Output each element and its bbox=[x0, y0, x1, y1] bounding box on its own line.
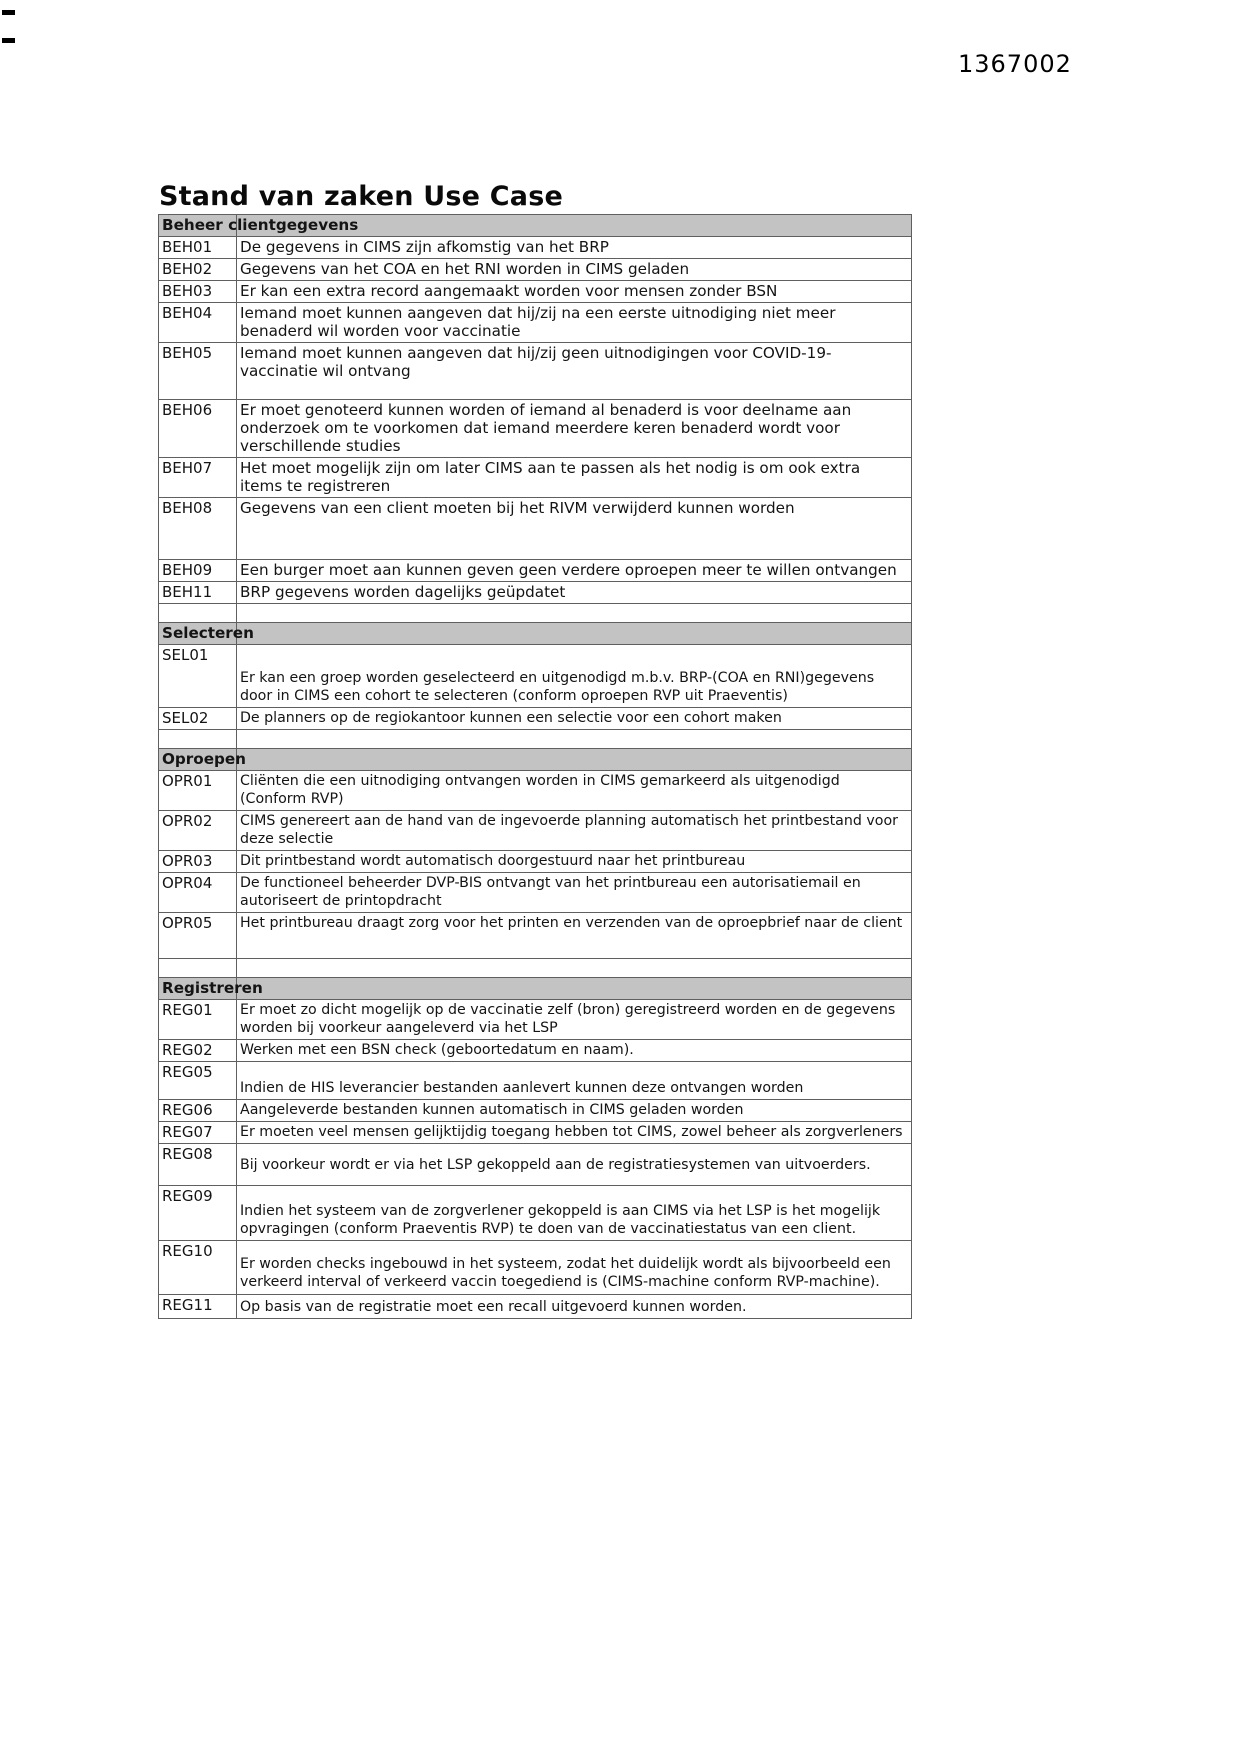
table-row bbox=[159, 1295, 911, 1318]
section-header-row bbox=[159, 749, 911, 771]
row-description: Gegevens van een client moeten bij het RIVM verwijderd kunnen worden bbox=[240, 499, 795, 517]
table-row bbox=[159, 303, 911, 343]
table-row bbox=[159, 1000, 911, 1040]
section-header-fill bbox=[237, 215, 911, 236]
section-header-label: Registreren bbox=[159, 978, 237, 999]
row-id: BEH11 bbox=[159, 582, 237, 603]
table-row bbox=[159, 560, 911, 582]
row-id: OPR05 bbox=[159, 913, 237, 958]
spacer-row bbox=[159, 959, 911, 978]
row-id: REG01 bbox=[159, 1000, 237, 1039]
table-row bbox=[159, 1122, 911, 1144]
table-row bbox=[159, 1186, 911, 1241]
row-id: BEH08 bbox=[159, 498, 237, 559]
table-row bbox=[159, 1040, 911, 1062]
row-id: BEH09 bbox=[159, 560, 237, 581]
section-header-row bbox=[159, 623, 911, 645]
row-id: REG10 bbox=[159, 1241, 237, 1294]
spacer-cell bbox=[237, 730, 911, 748]
table-row bbox=[159, 237, 911, 259]
table-row bbox=[159, 1241, 911, 1295]
row-id: REG08 bbox=[159, 1144, 237, 1185]
table-row bbox=[159, 1100, 911, 1122]
table-row bbox=[159, 458, 911, 498]
row-id: REG05 bbox=[159, 1062, 237, 1099]
row-description: De gegevens in CIMS zijn afkomstig van het BRP bbox=[240, 238, 609, 256]
row-id: REG02 bbox=[159, 1040, 237, 1061]
row-description: Er moet genoteerd kunnen worden of iemand al benaderd is voor deelname aan onderzoek om te voorkomen dat iemand meerdere keren benaderd wordt voor verschillende studies bbox=[240, 401, 852, 455]
row-id: OPR01 bbox=[159, 771, 237, 810]
spacer-row bbox=[159, 604, 911, 623]
table-row bbox=[159, 400, 911, 458]
spacer-row bbox=[159, 730, 911, 749]
row-description: BRP gegevens worden dagelijks geüpdatet bbox=[240, 583, 566, 601]
table-row bbox=[159, 873, 911, 913]
section-header-label: Oproepen bbox=[159, 749, 237, 770]
row-description: Aangeleverde bestanden kunnen automatisch in CIMS geladen worden bbox=[240, 1102, 744, 1118]
row-description: Er kan een groep worden geselecteerd en uitgenodigd m.b.v. BRP-(COA en RNI)gegevens door in CIMS een cohort te selecteren (conform oproepen RVP uit Praeventis) bbox=[240, 670, 875, 704]
spacer-cell bbox=[159, 604, 237, 622]
row-id: BEH04 bbox=[159, 303, 237, 342]
table-row bbox=[159, 281, 911, 303]
row-id: REG07 bbox=[159, 1122, 237, 1143]
row-description: Er moeten veel mensen gelijktijdig toegang hebben tot CIMS, zowel beheer als zorgverleners bbox=[240, 1124, 903, 1140]
spacer-cell bbox=[237, 604, 911, 622]
row-id: BEH02 bbox=[159, 259, 237, 280]
section-header-fill bbox=[237, 978, 911, 999]
table-row bbox=[159, 811, 911, 851]
table-row bbox=[159, 498, 911, 560]
table-row bbox=[159, 1062, 911, 1100]
row-description: Iemand moet kunnen aangeven dat hij/zij geen uitnodigingen voor COVID-19-vaccinatie wil ontvang bbox=[240, 344, 832, 380]
row-id: OPR03 bbox=[159, 851, 237, 872]
document-number: 1367002 bbox=[958, 50, 1072, 78]
row-id: SEL01 bbox=[159, 645, 237, 707]
row-description: Iemand moet kunnen aangeven dat hij/zij na een eerste uitnodiging niet meer benaderd wil worden voor vaccinatie bbox=[240, 304, 836, 340]
row-id: BEH01 bbox=[159, 237, 237, 258]
table-row bbox=[159, 645, 911, 708]
row-description: De functioneel beheerder DVP-BIS ontvangt van het printbureau een autorisatiemail en autoriseert de printopdracht bbox=[240, 875, 861, 909]
row-description: Het printbureau draagt zorg voor het printen en verzenden van de oproepbrief naar de client bbox=[240, 915, 903, 931]
row-description: Gegevens van het COA en het RNI worden in CIMS geladen bbox=[240, 260, 690, 278]
scan-artifact bbox=[2, 10, 15, 15]
section-header-fill bbox=[237, 623, 911, 644]
table-row bbox=[159, 913, 911, 959]
row-description: De planners op de regiokantoor kunnen een selectie voor een cohort maken bbox=[240, 710, 782, 726]
table-row bbox=[159, 708, 911, 730]
row-id: BEH06 bbox=[159, 400, 237, 457]
row-id: BEH07 bbox=[159, 458, 237, 497]
table-row bbox=[159, 259, 911, 281]
row-description: CIMS genereert aan de hand van de ingevoerde planning automatisch het printbestand voor deze selectie bbox=[240, 813, 898, 847]
section-header-label: Beheer clientgegevens bbox=[159, 215, 237, 236]
table-row bbox=[159, 1144, 911, 1186]
row-description: Indien de HIS leverancier bestanden aanlevert kunnen deze ontvangen worden bbox=[240, 1080, 804, 1096]
spacer-cell bbox=[159, 730, 237, 748]
section-header-row bbox=[159, 215, 911, 237]
row-description: Cliënten die een uitnodiging ontvangen worden in CIMS gemarkeerd als uitgenodigd (Conform RVP) bbox=[240, 773, 840, 807]
table-row bbox=[159, 771, 911, 811]
section-header-label: Selecteren bbox=[159, 623, 237, 644]
section-header-row bbox=[159, 978, 911, 1000]
row-description: Een burger moet aan kunnen geven geen verdere oproepen meer te willen ontvangen bbox=[240, 561, 897, 579]
section-header-fill bbox=[237, 749, 911, 770]
row-description: Het moet mogelijk zijn om later CIMS aan te passen als het nodig is om ook extra items te registreren bbox=[240, 459, 861, 495]
row-description: Er worden checks ingebouwd in het systeem, zodat het duidelijk wordt als bijvoorbeeld een verkeerd interval of verkeerd vaccin toegediend is (CIMS-machine conform RVP-machine). bbox=[240, 1256, 891, 1290]
row-description: Er moet zo dicht mogelijk op de vaccinatie zelf (bron) geregistreerd worden en de gegevens worden bij voorkeur aangeleverd via het LSP bbox=[240, 1002, 896, 1036]
row-id: OPR02 bbox=[159, 811, 237, 850]
row-description: Werken met een BSN check (geboortedatum en naam). bbox=[240, 1042, 634, 1058]
row-id: SEL02 bbox=[159, 708, 237, 729]
scan-artifact bbox=[2, 38, 15, 43]
row-id: REG11 bbox=[159, 1295, 237, 1318]
table-row bbox=[159, 851, 911, 873]
row-description: Er kan een extra record aangemaakt worden voor mensen zonder BSN bbox=[240, 282, 778, 300]
table-row bbox=[159, 582, 911, 604]
row-description: Indien het systeem van de zorgverlener gekoppeld is aan CIMS via het LSP is het mogelijk opvragingen (conform Praeventis RVP) te doen van de vaccinatiestatus van een client. bbox=[240, 1203, 881, 1237]
table-row bbox=[159, 343, 911, 400]
spacer-cell bbox=[159, 959, 237, 977]
row-id: BEH05 bbox=[159, 343, 237, 399]
spacer-cell bbox=[237, 959, 911, 977]
use-case-table bbox=[158, 214, 912, 1319]
row-id: REG06 bbox=[159, 1100, 237, 1121]
row-id: OPR04 bbox=[159, 873, 237, 912]
row-description: Dit printbestand wordt automatisch doorgestuurd naar het printbureau bbox=[240, 853, 746, 869]
page-title: Stand van zaken Use Case bbox=[159, 181, 563, 213]
row-description: Op basis van de registratie moet een recall uitgevoerd kunnen worden. bbox=[240, 1299, 747, 1315]
row-description: Bij voorkeur wordt er via het LSP gekoppeld aan de registratiesystemen van uitvoerders. bbox=[240, 1157, 871, 1173]
row-id: BEH03 bbox=[159, 281, 237, 302]
row-id: REG09 bbox=[159, 1186, 237, 1240]
